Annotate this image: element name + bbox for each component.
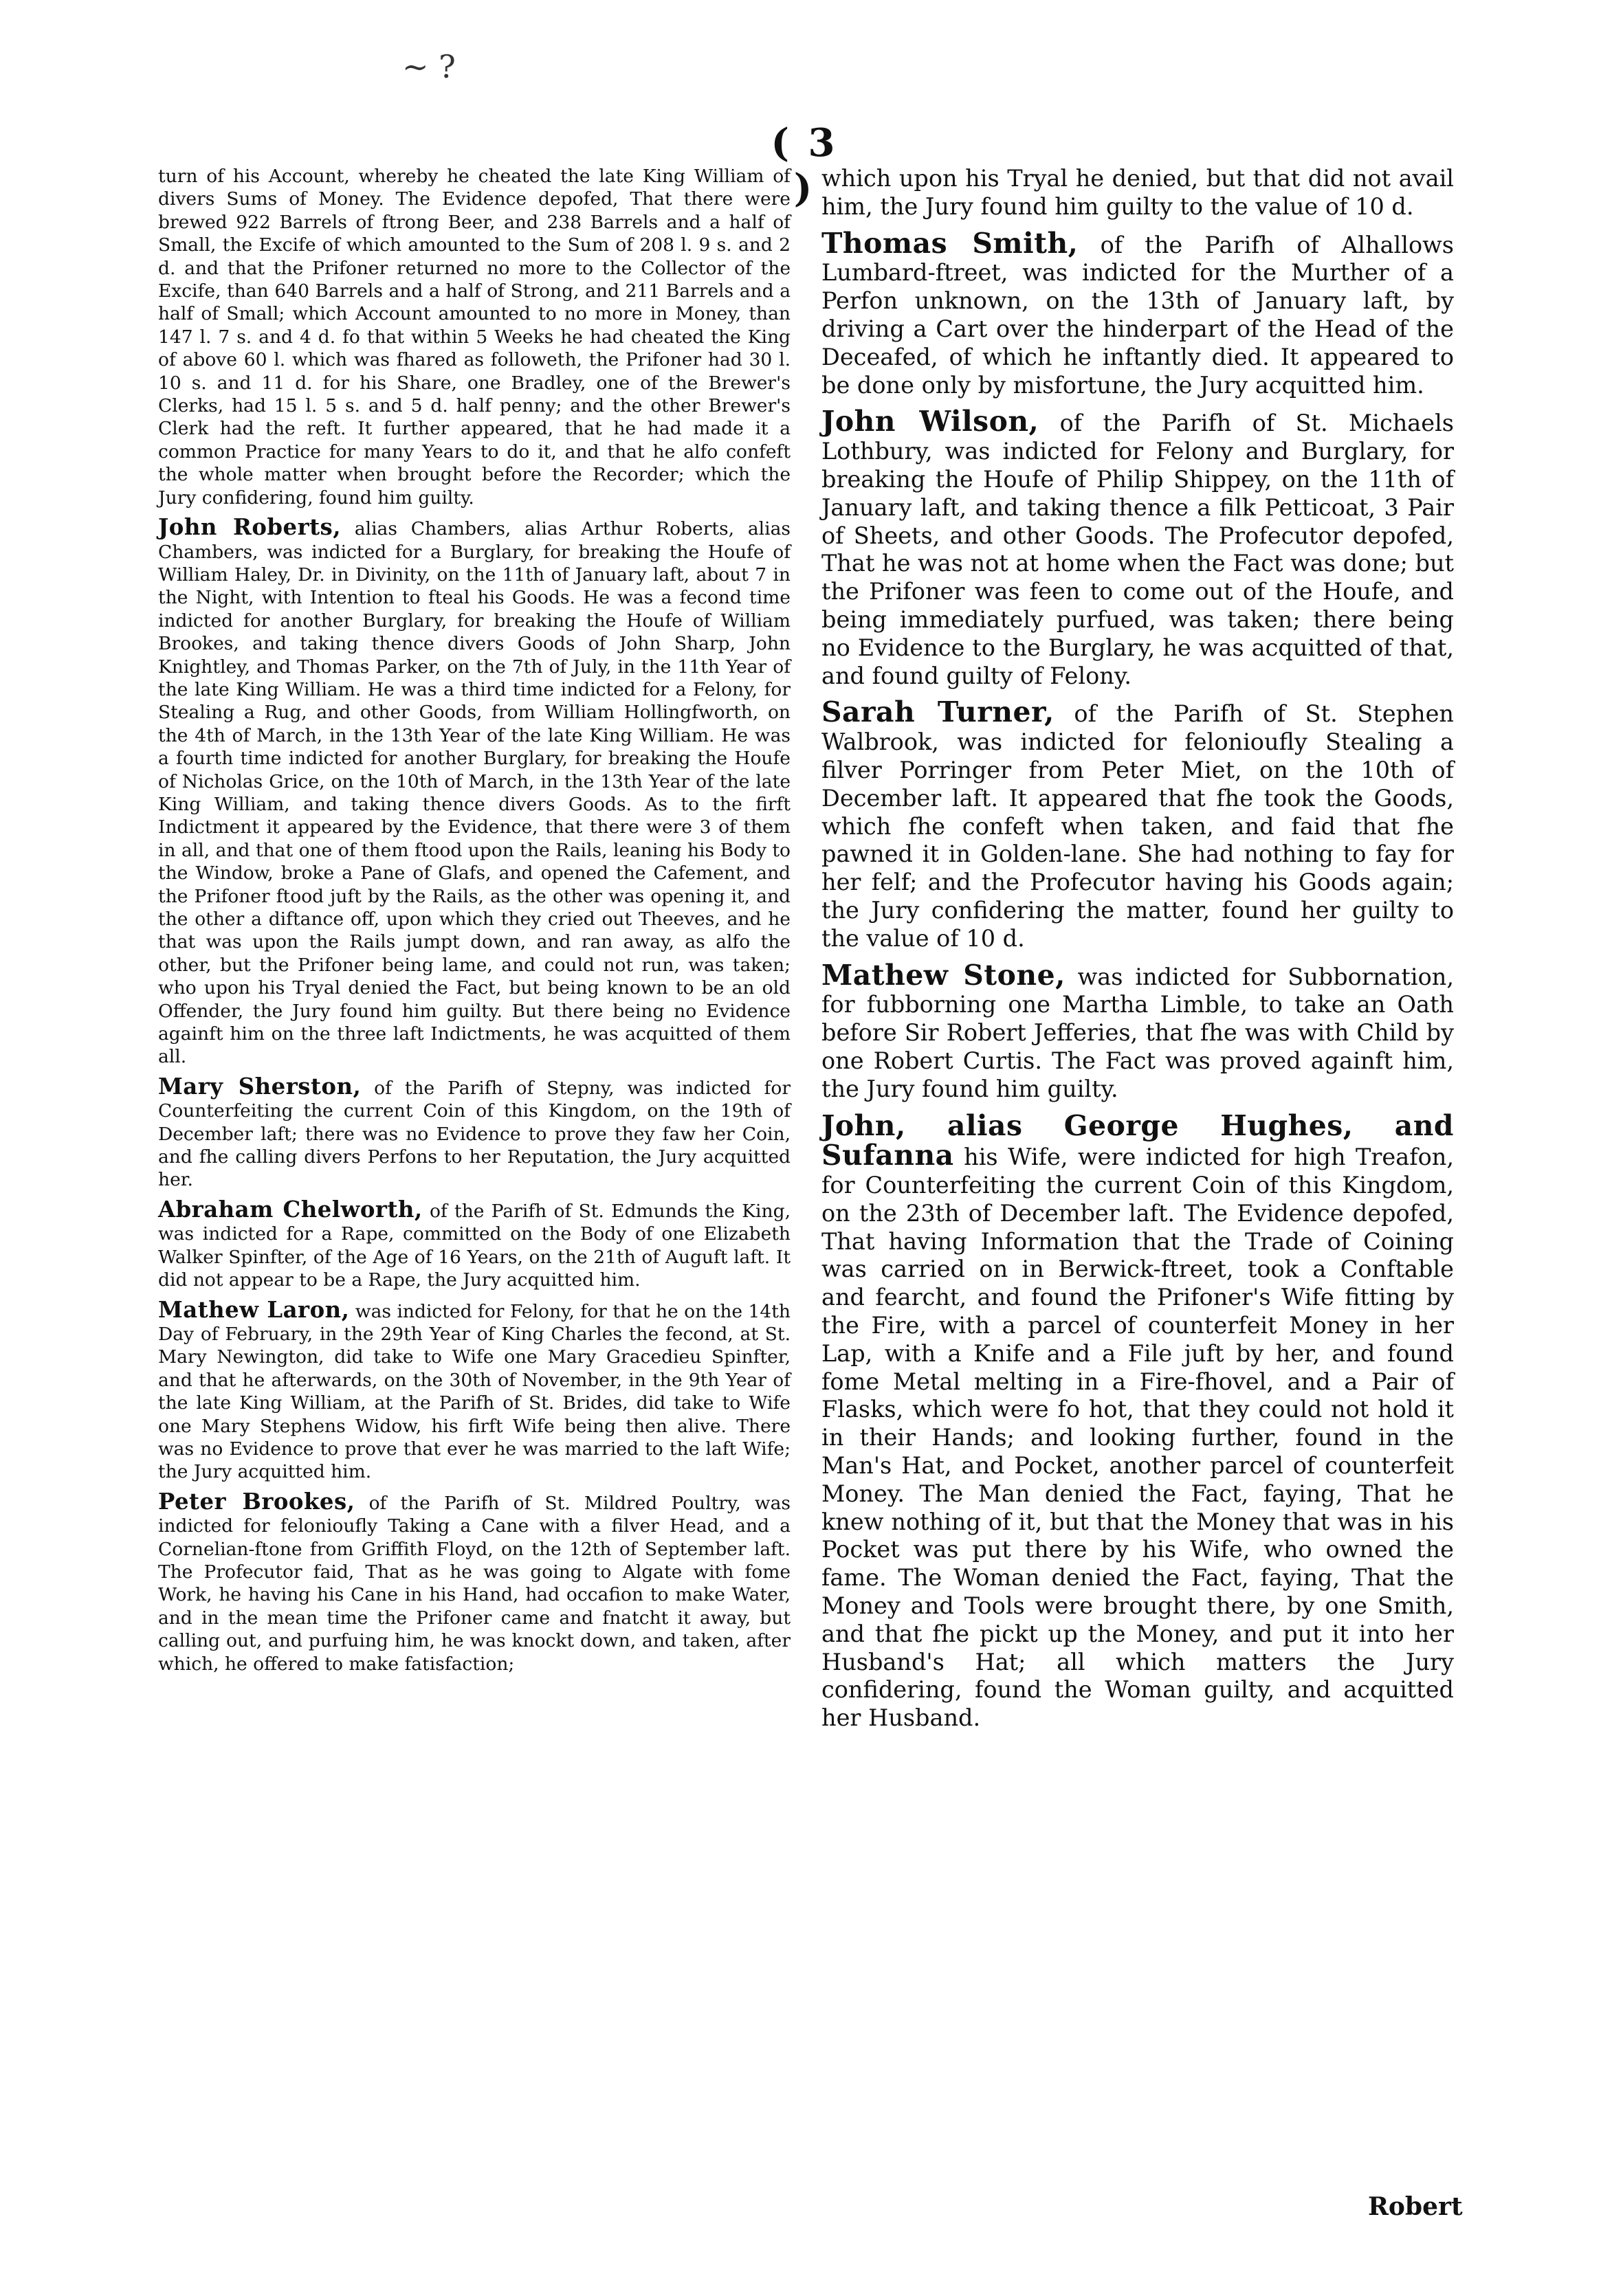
defendant-name: Thomas Smith,	[821, 226, 1079, 260]
entry-text: turn of his Account, whereby he cheated the late King William of divers Sums of Money. The Evidence depofed, That there were brewed 922 Barrels of ftrong Beer, and 238 Barrels and a half of Small, the Excife of which amounted to the Sum of 208 l. 9 s. and 2 d. and that the Prifoner returned no more to the Collector of the Excife, than 640 Barrels and a half of Strong, and 211 Barrels and a half of Small; which Account amounted to no more in Money, than 147 l. 7 s. and 4 d. fo that within 5 Weeks he had cheated the King of above 60 l. which was fhared as followeth, the Prifoner had 30 l. 10 s. and 11 d. for his Share, one Bradley, one of the Brewer's Clerks, had 15 l. 5 s. and 5 d. half penny; and the other Brewer's Clerk had the reft. It further appeared, that he had made it a common Practice for many Years to do it, and that he alfo confeft the whole matter when brought before the Recorder; which the Jury confidering, found him guilty.	[158, 166, 791, 509]
defendant-name: Mary Sherston,	[158, 1073, 362, 1100]
defendant-name: John Roberts,	[158, 514, 342, 541]
entry-text: of the Parifh of St. Michaels Lothbury, was indicted for Felony and Burglary, for breaking the Houfe of Philip Shippey, on the 11th of January laft, and taking thence a filk Petticoat, 3 Pair of Sheets, and other Goods. The Profecutor depofed, That he was not at home when the Fact was done; but the Prifoner was feen to come out of the Houfe, and being immediately purfued, was taken; there being no Evidence to the Burglary, he was acquitted of that, and found guilty of Felony.	[821, 410, 1455, 689]
entry-text: which upon his Tryal he denied, but that did not avail him, the Jury found him guilty to the value of 10 d.	[821, 165, 1454, 220]
defendant-name: Mathew Laron,	[158, 1296, 350, 1323]
right-column	[821, 165, 1454, 1741]
entry-hughes	[821, 1108, 1454, 1733]
entry-peter-brookes	[158, 1488, 791, 1675]
entry-john-wilson	[821, 405, 1455, 690]
left-column	[158, 165, 791, 1682]
catchword: Robert	[1368, 2192, 1463, 2221]
entry-text: alias Chambers, alias Arthur Roberts, alias Chambers, was indicted for a Burglary, for breaking the Houfe of William Haley, Dr. in Divinity, on the 11th of January laft, about 7 in the Night, with Intention to fteal his Goods. He was a fecond time indicted for another Burglary, for breaking the Houfe of William Brookes, and taking thence divers Goods of John Sharp, John Knightley, and Thomas Parker, on the 7th of July, in the 11th Year of the late King William. He was a third time indicted for a Felony, for Stealing a Rug, and other Goods, from William Hollingfworth, on the 4th of March, in the 13th Year of the late King William. He was a fourth time indicted for another Burglary, for breaking the Houfe of Nicholas Grice, on the 10th of March, in the 13th Year of the late King William, and taking thence divers Goods. As to the firft Indictment it appeared by the Evidence, that there were 3 of them in all, and that one of them ftood upon the Rails, leaning his Body to the Window, broke a Pane of Glafs, and opened the Cafement, and the Prifoner ftood juft by the Rails, as the other was opening it, and the other a diftance off, upon which they cried out Theeves, and he that was upon the Rails jumpt down, and ran away, as alfo the other, but the Prifoner being lame, and could not run, was taken; who upon his Tryal denied the Fact, but being known to be an old Offender, the Jury found him guilty. But there being no Evidence againft him on the three laft Indictments, he was acquitted of them all.	[158, 518, 791, 1068]
entry-text: was indicted for Subbornation, for fubborning one Martha Limble, to take an Oath before Sir Robert Jefferies, that fhe was with Child by one Robert Curtis. The Fact was proved againft him, the Jury found him guilty.	[821, 963, 1454, 1102]
entry-text: his Wife, were indicted for high Treafon, for Counterfeiting the current Coin of this Kingdom, on the 23th of December laft. The Evidence depofed, That having Information that the Trade of Coining was carried on in Berwick-ftreet, took a Conftable and fearcht, and found the Prifoner's Wife fitting by the Fire, with a parcel of counterfeit Money in her Lap, with a Knife and a File juft by her, and found fome Metal melting in a Fire-fhovel, and a Pair of Flasks, which were fo hot, that they could not hold it in their Hands; and looking further, found in the Man's Hat, and Pocket, another parcel of counterfeit Money. The Man denied the Fact, faying, That he knew nothing of it, but that the Money that was in his Pocket was put there by his Wife, who owned the fame. The Woman denied the Fact, faying, That the Money and Tools were brought there, by one Smith, and that fhe pickt up the Money, and put it into her Husband's Hat; all which matters the Jury confidering, found the Woman guilty, and acquitted her Husband.	[821, 1144, 1454, 1732]
entry-thomas-smith	[821, 226, 1455, 400]
entry-text: of the Parifh of Stepny, was indicted for Counterfeiting the current Coin of this Kingdom, on the 19th of December laft; there was no Evidence to prove they faw her Coin, and fhe calling divers Perfons to her Reputation, the Jury acquitted her.	[158, 1077, 791, 1191]
corner-pen-mark: ~ ?	[402, 48, 456, 85]
defendant-name: John, alias George Hughes, and Sufanna	[821, 1108, 1454, 1172]
entry-text: of the Parifh of Alhallows Lumbard-ftreet, was indicted for the Murther of a Perfon unknown, on the 13th of January laft, by driving a Cart over the hinderpart of the Head of the Deceafed, of which he inftantly died. It appeared to be done only by misfortune, the Jury acquitted him.	[821, 231, 1455, 399]
entry-john-roberts	[158, 516, 791, 1069]
entry-mathew-laron	[158, 1296, 791, 1484]
defendant-name: Peter Brookes,	[158, 1488, 355, 1515]
entry-text: of the Parifh of St. Mildred Poultry, was indicted for felonioufly Taking a Cane with a filver Head, and a Cornelian-ftone from Griffith Floyd, on the 12th of September laft. The Profecutor faid, That as he was going to Algate with fome Work, he having his Cane in his Hand, had occafion to make Water, and in the mean time the Prifoner came and fnatcht it away, but calling out, and purfuing him, he was knockt down, and taken, after which, he offered to make fatisfaction;	[158, 1492, 791, 1675]
entry-text: of the Parifh of St. Edmunds the King, was indicted for a Rape, committed on the Body of one Elizabeth Walker Spinfter, of the Age of 16 Years, on the 21th of Auguft laft. It did not appear to be a Rape, the Jury acquitted him.	[158, 1200, 791, 1291]
defendant-name: Sarah Turner,	[821, 695, 1055, 729]
page-number: ( 3 )	[771, 120, 838, 211]
entry-continuation	[158, 165, 791, 509]
defendant-name: Abraham Chelworth,	[158, 1196, 423, 1223]
defendant-name: John Wilson,	[821, 405, 1039, 438]
entry-sarah-turner	[821, 695, 1455, 952]
entry-abraham-chelworth	[158, 1196, 791, 1292]
defendant-name: Mathew Stone,	[821, 958, 1066, 992]
entry-mathew-stone	[821, 958, 1454, 1104]
entry-text: of the Parifh of St. Stephen Walbrook, was indicted for felonioufly Stealing a filver Porringer from Peter Miet, on the 10th of December laft. It appeared that fhe took the Goods, which fhe confeft when taken, and faid that fhe pawned it in Golden-lane. She had nothing to fay for her felf; and the Profecutor having his Goods again; the Jury confidering the matter, found her guilty to the value of 10 d.	[821, 700, 1455, 952]
entry-mary-sherston	[158, 1075, 791, 1192]
entry-continuation	[821, 165, 1454, 221]
entry-text: was indicted for Felony, for that he on the 14th Day of February, in the 29th Year of King Charles the fecond, at St. Mary Newington, did take to Wife one Mary Gracedieu Spinfter, and that he afterwards, on the 30th of November, in the 9th Year of the late King William, at the Parifh of St. Brides, did take to Wife one Mary Stephens Widow, his firft Wife being then alive. There was no Evidence to prove that ever he was married to the laft Wife; the Jury acquitted him.	[158, 1300, 791, 1483]
